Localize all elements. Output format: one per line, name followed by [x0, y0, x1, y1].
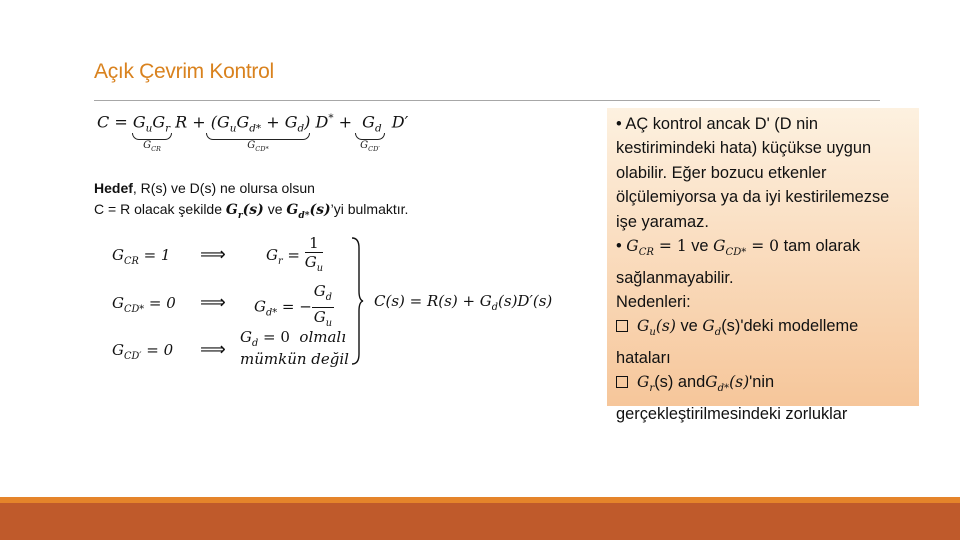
- gd-zero: $G_d = 0$ olmalı: [240, 328, 347, 349]
- right-brace: [350, 236, 364, 366]
- implies-arrow-3: ⟹: [200, 339, 226, 360]
- main-equation: $C = G_uG_r$ $R + (G_uG_{d*} + G_d) D^* + G_d$ D′: [97, 112, 409, 135]
- condition-gcd-star: $G_{CD*} = 0$: [112, 294, 176, 315]
- implies-arrow-2: ⟹: [200, 292, 226, 313]
- reason-2: $G_r(s)$ andG$_{d*}$(s)'nin gerçekleştirilmesindeki zorluklar: [616, 373, 848, 423]
- reason-1: $G_u(s)$ ve $G_d(s)'deki$ modelleme hataları: [616, 317, 859, 367]
- goal-text: Hedef, R(s) ve D(s) ne olursa olsun C = R olacak şekilde $G_r(s)$ ve $G_{d*}(s)’yi$ bulmaktır.: [94, 180, 409, 221]
- slide-title: Açık Çevrim Kontrol: [94, 60, 274, 83]
- title-divider: [94, 100, 880, 101]
- not-possible-note: mümkün değil: [240, 350, 349, 368]
- gd-star-solution: $G_{d*}$ = − $\frac{G_d}{G_u}$: [254, 282, 333, 329]
- note-bullet-2: • $G_{CR} = 1$ ve $G_{CD*} = 0$ tam olarak sağlanmayabilir.: [616, 237, 861, 287]
- implies-arrow-1: ⟹: [200, 244, 226, 265]
- footer-bar: [0, 503, 960, 540]
- note-bullet-1: • AÇ kontrol ancak D' (D nin kestirimindeki hata) küçükse uygun olabilir. Eğer bozucu etkenler ölçülemiyorsa ya da iyi kestirilemezse işe yaramaz.: [616, 115, 890, 231]
- brace-gcd-prime: $G_{CD'}$: [355, 133, 385, 153]
- condition-gcd-prime: $G_{CD'} = 0$: [112, 341, 174, 362]
- reasons-label: Nedenleri:: [616, 292, 691, 311]
- result-equation: $C(s) = R(s) + G_d(s)D'(s)$: [374, 292, 553, 313]
- condition-gcr: $G_{CR} = 1$: [112, 246, 171, 267]
- checkbox-bullet-icon: [616, 320, 628, 332]
- brace-gcr: $G_{CR}$: [132, 133, 172, 153]
- checkbox-bullet-icon: [616, 376, 628, 388]
- brace-gcd-star: $G_{CD*}$: [206, 133, 310, 153]
- note-box: [607, 108, 919, 423]
- gr-solution: $G_r$ = $\frac{1}{G_u}$: [266, 234, 324, 274]
